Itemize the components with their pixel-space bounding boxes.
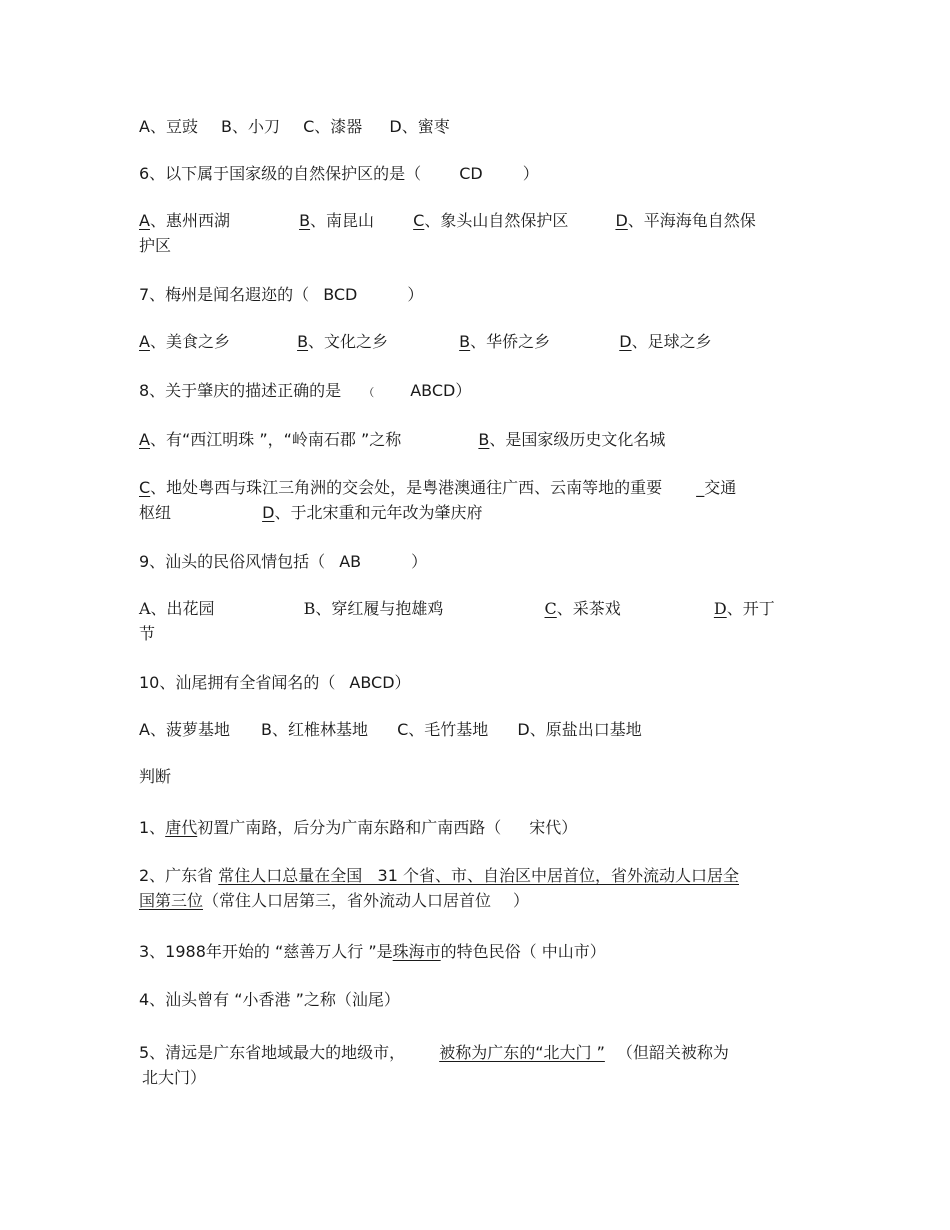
judge-2-cont: 国第三位（常住人口居第三，省外流动人口居首位 ）: [139, 891, 530, 910]
q9-option-d-cont: 节: [139, 624, 156, 643]
q6-option-d-cont: 护区: [139, 236, 172, 255]
q5-option-c: C、漆器: [303, 117, 363, 136]
q8-option-c-cont-d: 枢纽 D、于北宋重和元年改为肇庆府: [139, 503, 483, 522]
q6-stem: 6、以下属于国家级的自然保护区的是（ CD ）: [139, 164, 539, 183]
q10-options: A、菠萝基地 B、红椎林基地 C、毛竹基地 D、原盐出口基地: [139, 720, 642, 739]
q6-options: A、惠州西湖 B、南昆山 C、象头山自然保护区 D、平海海龟自然保: [139, 211, 756, 230]
q9-answer: AB: [339, 552, 362, 571]
q9-stem: 9、汕头的民俗风情包括（ AB ）: [139, 552, 428, 571]
q5-options: [139, 117, 450, 137]
q8-options-ab: A、有“西江明珠 ”，“岭南石郡 ”之称 B、是国家级历史文化名城: [139, 430, 666, 449]
q5-option-d: D、蜜枣: [389, 117, 450, 136]
q8-answer: ABCD）: [410, 381, 472, 400]
judge-3: 3、1988年开始的 “慈善万人行 ”是珠海市的特色民俗（ 中山市）: [139, 942, 606, 961]
judge-1: 1、唐代初置广南路，后分为广南东路和广南西路（ 宋代）: [139, 818, 578, 837]
q7-stem: 7、梅州是闻名遐迩的（ BCD ）: [139, 285, 424, 304]
q8-stem: 8、关于肇庆的描述正确的是 （ ABCD）: [139, 381, 472, 400]
q9-options: A、出花园 B、穿红履与抱雄鸡 C、采茶戏 D、开丁: [139, 599, 775, 618]
q5-option-b: B、小刀: [221, 117, 281, 136]
q8-option-c: C、地处粤西与珠江三角洲的交会处，是粤港澳通往广西、云南等地的重要 _交通: [139, 478, 737, 497]
judge-5: 5、清远是广东省地域最大的地级市， 被称为广东的“北大门 ” （但韶关被称为: [139, 1043, 729, 1062]
q10-answer: ABCD）: [349, 673, 411, 692]
q7-answer: BCD: [323, 285, 358, 304]
q7-options: A、美食之乡 B、文化之乡 B、华侨之乡 D、足球之乡: [139, 332, 712, 351]
section-heading-judge: 判断: [139, 767, 172, 786]
q5-option-a: A、豆豉: [139, 117, 198, 136]
judge-2: 2、广东省 常住人口总量在全国 31 个省、市、自治区中居首位，省外流动人口居全: [139, 866, 739, 885]
judge-5-cont: 北大门）: [142, 1068, 207, 1087]
q10-stem: 10、汕尾拥有全省闻名的（ ABCD）: [139, 673, 411, 692]
judge-4: 4、汕头曾有 “小香港 ”之称（汕尾）: [139, 990, 400, 1009]
q6-answer: CD: [459, 164, 483, 183]
